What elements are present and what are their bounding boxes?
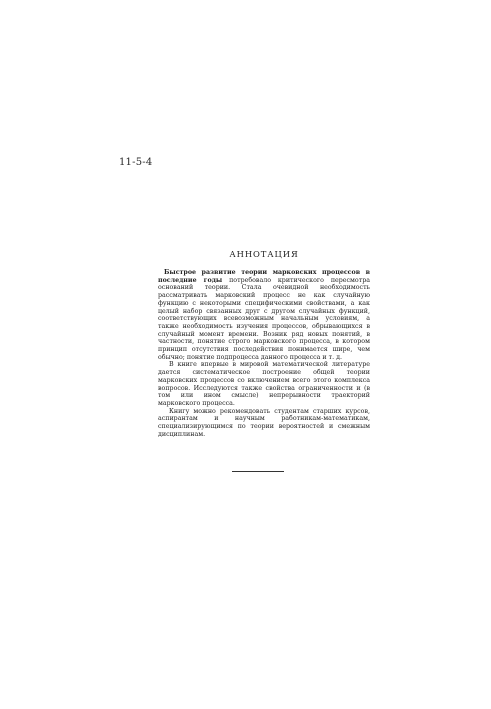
catalog-code: 11-5-4 (119, 157, 153, 168)
abstract-paragraph-1-text: потребовало критического пересмотра оснований теории. Стала очевидной необходимость рассматривать марковский процесс не как случайную функцию с некоторыми специфическими свойствами, а как целый набор связанных друг с другом случайных функций, соответствующих всевозможным начальным условиям, а также необходимость изучения процессов, обрывающихся в случайный момент времени. Возник ряд новых понятий, в частности, понятие строго марковского процесса, в котором принцип отсутствия последействия понимается шире, чем обычно; понятие подпроцесса данного процесса и т. д. (158, 276, 370, 361)
abstract-title: АННОТАЦИЯ (229, 249, 299, 259)
abstract-paragraph-2-text: В книге впервые в мировой математической литературе дается систематическое построение общей теории марковских процессов со включением всего этого комплекса вопросов. Исследуются также свойства ограниченности и (в том или ином смысле) непрерывности траекторий марковского процесса. (158, 361, 370, 407)
abstract-block (158, 249, 370, 438)
closing-rule (232, 471, 284, 472)
abstract-paragraph-3-text: Книгу можно рекомендовать студентам старших курсов, аспирантам и научным работникам-математикам, специализирующимся по теории вероятностей и смежным дисциплинам. (158, 407, 370, 438)
abstract-paragraph-1 (158, 269, 370, 361)
abstract-paragraph-1-lead: Быстрое развитие теории марковских процессов в последние годы (158, 269, 370, 284)
abstract-paragraph-2 (158, 361, 370, 407)
abstract-paragraph-3 (158, 408, 370, 439)
